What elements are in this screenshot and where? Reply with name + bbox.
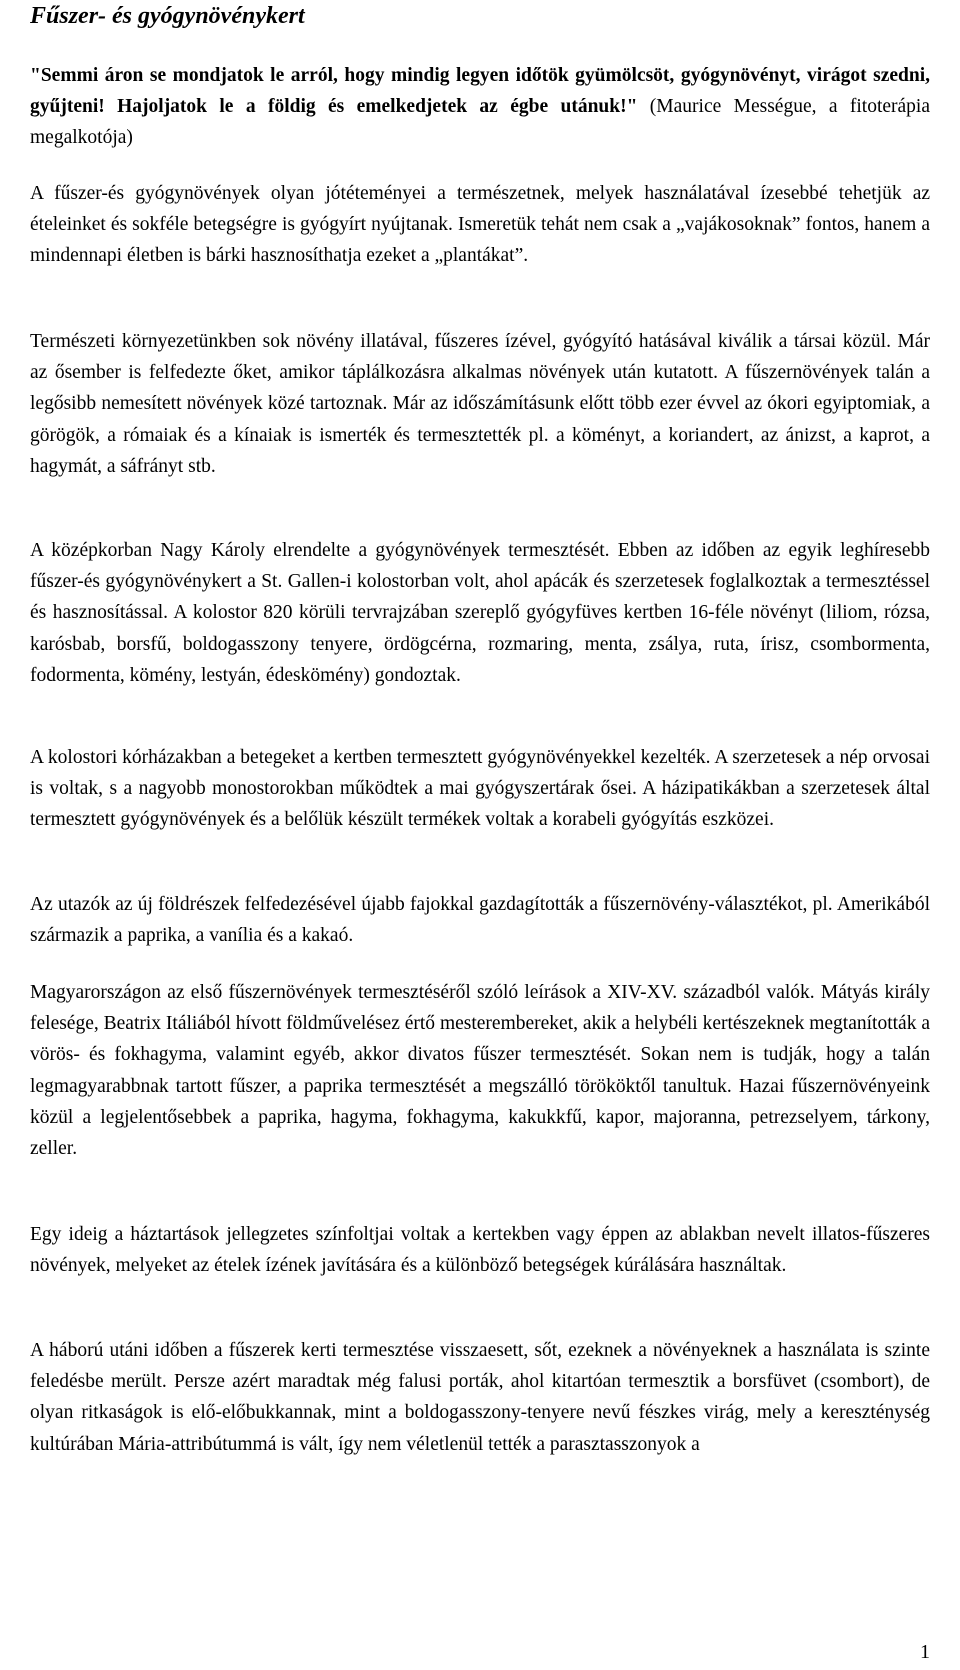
paragraph: A háború utáni időben a fűszerek kerti termesztése visszaesett, sőt, ezeknek a növényeknek a használata is szinte feledésbe merült. Persze azért maradtak még falusi porták, ahol kitartóan termesztik a borsfüvet (csombort), de olyan ritkaságok is elő-előbukkannak, mint a boldogasszony-tenyere nevű fészkes virág, mely a kereszténység kultúrában Mária-attribútummá is vált, így nem véletlenül tették a parasztasszonyok a	[30, 1340, 930, 1455]
paragraph: Az utazók az új földrészek felfedezésével újabb fajokkal gazdagították a fűszernövény-választékot, pl. Amerikából származik a paprika, a vanília és a kakaó.	[30, 894, 930, 947]
paragraph: Magyarországon az első fűszernövények termesztéséről szóló leírások a XIV-XV. századból valók. Mátyás király felesége, Beatrix Itáliából hívott földművelésez értő mesterembereket, akik a helybéli kertészeknek megtanították a vörös- és fokhagyma, valamint egyéb, akkor divatos fűszer termesztését. Sokan nem is tudják, hogy a talán legmagyarabbnak tartott fűszer, a paprika termesztését a megszálló törököktől tanultuk. Hazai fűszernövényeink közül a legjelentősebbek a paprika, hagyma, fokhagyma, kakukkfű, kapor, majoranna, petrezselyem, tárkony, zeller.	[30, 982, 930, 1160]
opening-quote	[30, 60, 930, 154]
paragraph: Egy ideig a háztartások jellegzetes színfoltjai voltak a kertekben vagy éppen az ablakban nevelt illatos-fűszeres növények, melyeket az ételek ízének javítására és a különböző betegségek kúrálására használtak.	[30, 1224, 930, 1277]
paragraph: A kolostori kórházakban a betegeket a kertben termesztett gyógynövényekkel kezelték. A szerzetesek a nép orvosai is voltak, s a nagyobb monostorokban működtek a mai gyógyszertárak ősei. A házipatikákban a szerzetesek által termesztett gyógynövények és a belőlük készült termékek voltak a korabeli gyógyítás eszközei.	[30, 747, 930, 831]
quote-text: "Semmi áron se mondjatok le arról, hogy mindig legyen időtök gyümölcsöt, gyógynövényt, virágot szedni, gyűjteni! Hajoljatok le a földig és emelkedjetek az égbe utánuk!"	[30, 65, 930, 118]
paragraph: Természeti környezetünkben sok növény illatával, fűszeres ízével, gyógyító hatásával kiválik a társai közül. Már az ősember is felfedezte őket, amikor táplálkozásra alkalmas növények után kutatott. A fűszernövények talán a legősibb nemesített növények közé tartoznak. Már az időszámításunk előtt több ezer évvel az ókori egyiptomiak, a görögök, a rómaiak és a kínaiak is ismerték és termesztették pl. a köményt, a koriandert, az ánizst, a kaprot, a hagymát, a sáfrányt stb.	[30, 331, 930, 477]
document-title: Fűszer- és gyógynövénykert	[30, 3, 305, 29]
paragraph: A középkorban Nagy Károly elrendelte a gyógynövények termesztését. Ebben az időben az egyik leghíresebb fűszer-és gyógynövénykert a St. Gallen-i kolostorban volt, ahol apácák és szerzetesek foglalkoztak a termesztéssel és hasznosítással. A kolostor 820 körüli tervrajzában szereplő gyógyfüves kertben 16-féle növényt (liliom, rózsa, karósbab, borsfű, boldogasszony tenyere, ördögcérna, rozmaring, menta, zsálya, ruta, írisz, csombormenta, fodormenta, kömény, lestyán, édeskömény) gondoztak.	[30, 540, 930, 686]
paragraph: A fűszer-és gyógynövények olyan jótéteményei a természetnek, melyek használatával ízesebbé tehetjük az ételeinket és sokféle betegségre is gyógyírt nyújtanak. Ismeretük tehát nem csak a „vajákosoknak” fontos, hanem a mindennapi életben is bárki hasznosíthatja ezeket a „plantákat”.	[30, 183, 930, 267]
quote-attribution: (Maurice Mességue, a fitoterápia megalkotója)	[30, 96, 931, 149]
page-number: 1	[920, 1641, 930, 1663]
